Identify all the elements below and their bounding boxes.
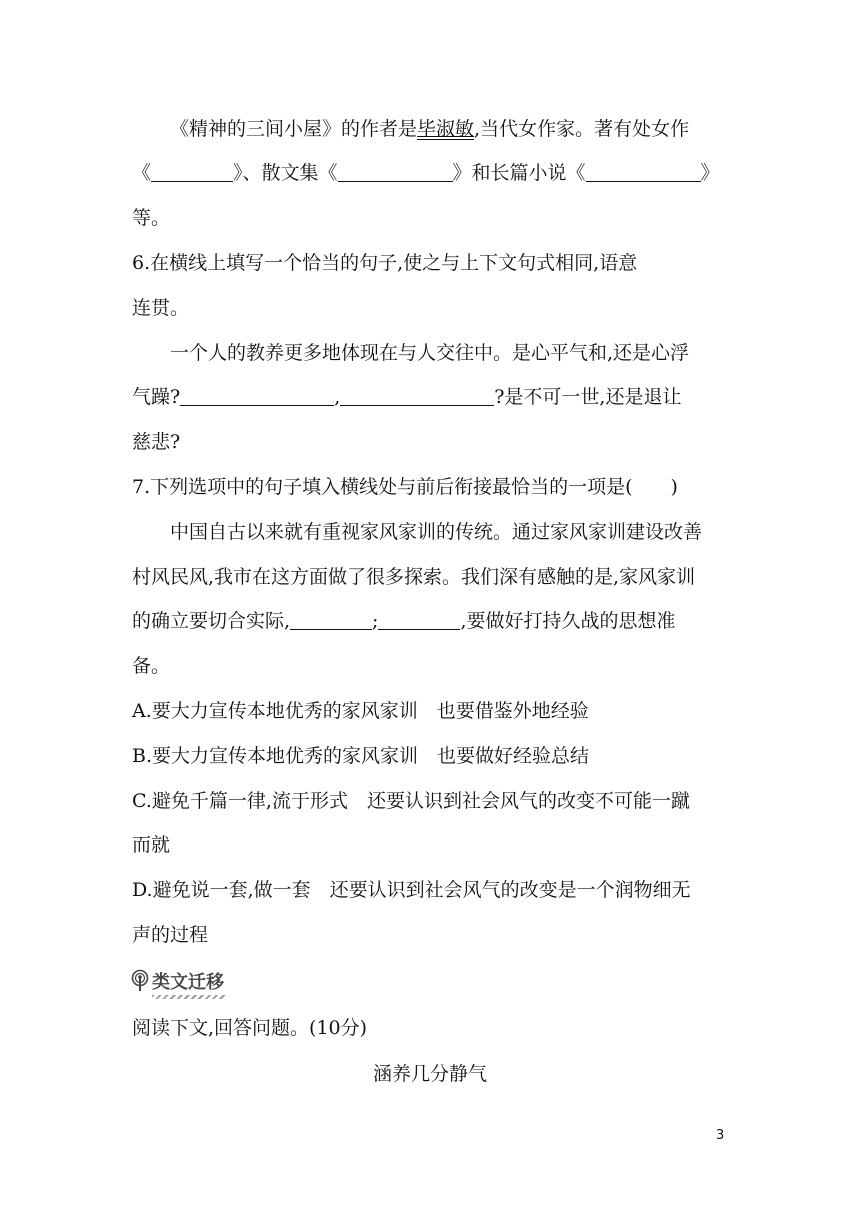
question-6-passage-3: 慈悲? [132, 431, 181, 453]
blank-first-work[interactable] [151, 161, 233, 182]
intro-line-3: 等。 [132, 207, 171, 229]
text: ; [372, 610, 379, 632]
option-a[interactable]: A.要大力宣传本地优秀的家风家训 也要借鉴外地经验 [132, 700, 589, 722]
text: 的确立要切合实际, [132, 610, 291, 632]
question-7-passage-1: 中国自古以来就有重视家风家训的传统。通过家风家训建设改善 [170, 521, 703, 543]
question-7-passage-2: 村风民风,我市在这方面做了很多探索。我们深有感触的是,家风家训 [132, 566, 696, 588]
text: ,当代女作家。著有处女作 [474, 118, 690, 140]
text: 》、散文集《 [233, 162, 338, 184]
text: 《精神的三间小屋》的作者是 [170, 118, 418, 140]
section-label: 类文迁移 [152, 968, 224, 994]
microphone-icon [131, 969, 149, 993]
text: 《 [132, 162, 152, 184]
question-6-passage-1: 一个人的教养更多地体现在与人交往中。是心平气和,还是心浮 [170, 342, 690, 364]
question-7-passage-4: 备。 [132, 655, 171, 677]
option-d-cont[interactable]: 声的过程 [132, 924, 209, 946]
section-header [131, 968, 224, 994]
text: , [334, 386, 341, 408]
reading-instruction: 阅读下文,回答问题。(10分) [132, 1017, 368, 1039]
question-7-passage-3 [132, 607, 732, 635]
option-b[interactable]: B.要大力宣传本地优秀的家风家训 也要做好经验总结 [132, 745, 590, 767]
question-6-passage-2 [132, 383, 732, 411]
question-6-stem: 6.在横线上填写一个恰当的句子,使之与上下文句式相同,语意 [132, 252, 638, 274]
blank-q6-2[interactable] [340, 385, 494, 406]
author-name: 毕淑敏 [417, 118, 475, 140]
option-c-cont[interactable]: 而就 [132, 834, 171, 856]
option-d[interactable]: D.避免说一套,做一套 还要认识到社会风气的改变是一个润物细无 [132, 879, 691, 901]
text: ?是不可一世,还是退让 [494, 386, 682, 408]
page-number: 3 [716, 1128, 725, 1143]
text: ,要做好打持久战的思想准 [460, 610, 676, 632]
question-6-stem-cont: 连贯。 [132, 297, 190, 319]
reading-title: 涵养几分静气 [372, 1063, 487, 1085]
text: 》 [700, 162, 720, 184]
text: 》和长篇小说《 [452, 162, 586, 184]
intro-line-2 [132, 159, 732, 187]
blank-q7-2[interactable] [378, 609, 460, 630]
intro-line-1 [170, 115, 770, 143]
blank-novel[interactable] [586, 161, 701, 182]
question-7-stem: 7.下列选项中的句子填入横线处与前后衔接最恰当的一项是( ) [132, 476, 678, 498]
option-c[interactable]: C.避免千篇一律,流于形式 还要认识到社会风气的改变不可能一蹴 [132, 790, 690, 812]
blank-essay-collection[interactable] [338, 161, 453, 182]
text: 气躁? [132, 386, 181, 408]
blank-q7-1[interactable] [290, 609, 372, 630]
blank-q6-1[interactable] [180, 385, 334, 406]
